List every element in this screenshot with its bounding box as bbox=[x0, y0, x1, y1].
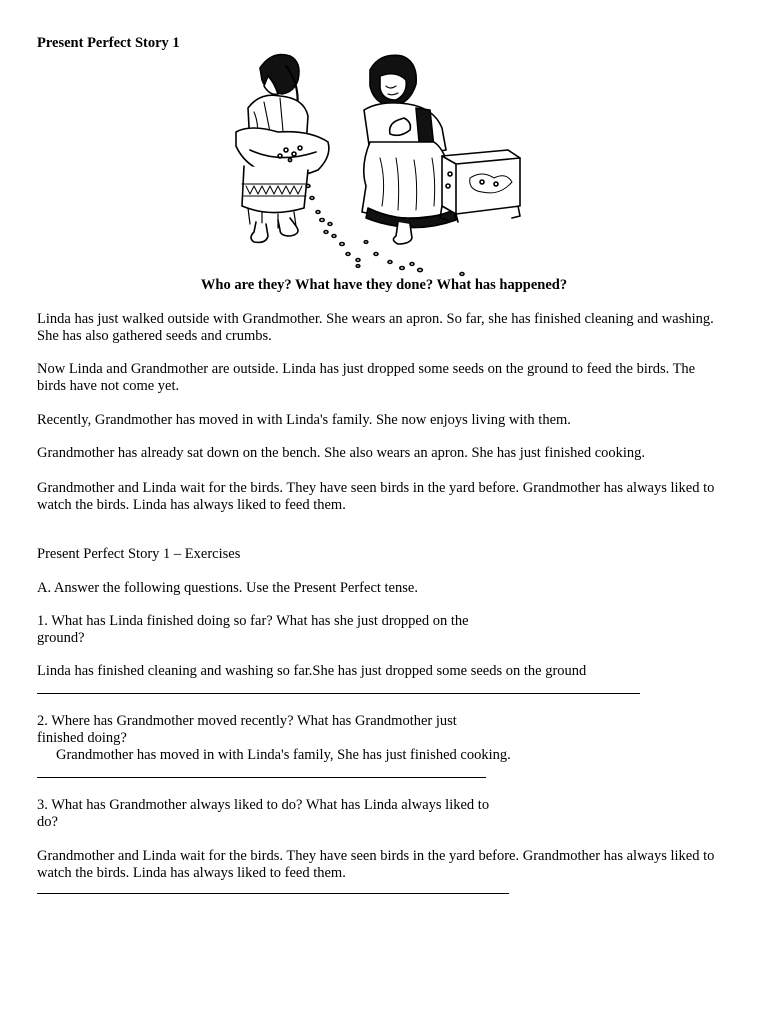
question-1: 1. What has Linda finished doing so far? What has she just dropped on the ground? bbox=[37, 613, 469, 646]
story-paragraph-3: Recently, Grandmother has moved in with Linda's family. She now enjoys living with them. bbox=[37, 412, 571, 428]
grandmother-and-linda-illustration bbox=[220, 46, 550, 278]
answer-line-2 bbox=[37, 777, 486, 778]
story-paragraph-2: Now Linda and Grandmother are outside. Linda has just dropped some seeds on the ground to feed the birds. The birds have not come yet. bbox=[37, 361, 696, 394]
story-paragraph-1: Linda has just walked outside with Grandmother. She wears an apron. So far, she has finished cleaning and washing. She has also gathered seeds and crumbs. bbox=[37, 311, 714, 344]
exercises-title: Present Perfect Story 1 – Exercises bbox=[37, 546, 241, 562]
question-2: 2. Where has Grandmother moved recently? What has Grandmother just finished doing? bbox=[37, 713, 457, 746]
answer-1: Linda has finished cleaning and washing so far.She has just dropped some seeds on the ground bbox=[37, 663, 587, 679]
exercise-instruction: A. Answer the following questions. Use the Present Perfect tense. bbox=[37, 580, 418, 596]
answer-3: Grandmother and Linda wait for the birds. They have seen birds in the yard before. Grandmother has always liked to watch the birds. Linda has always liked to feed them. bbox=[37, 848, 715, 881]
question-3: 3. What has Grandmother always liked to do? What has Linda always liked to do? bbox=[37, 797, 490, 830]
illustration-caption: Who are they? What have they done? What has happened? bbox=[200, 277, 568, 293]
story-paragraph-5: Grandmother and Linda wait for the birds. They have seen birds in the yard before. Grandmother has always liked to watch the birds. Linda has always liked to feed them. bbox=[37, 480, 715, 513]
answer-2: Grandmother has moved in with Linda's family, She has just finished cooking. bbox=[56, 747, 511, 763]
story-paragraph-4: Grandmother has already sat down on the bench. She also wears an apron. She has just finished cooking. bbox=[37, 445, 646, 461]
answer-line-3 bbox=[37, 893, 509, 894]
answer-line-1 bbox=[37, 693, 640, 694]
page-title: Present Perfect Story 1 bbox=[37, 35, 180, 51]
